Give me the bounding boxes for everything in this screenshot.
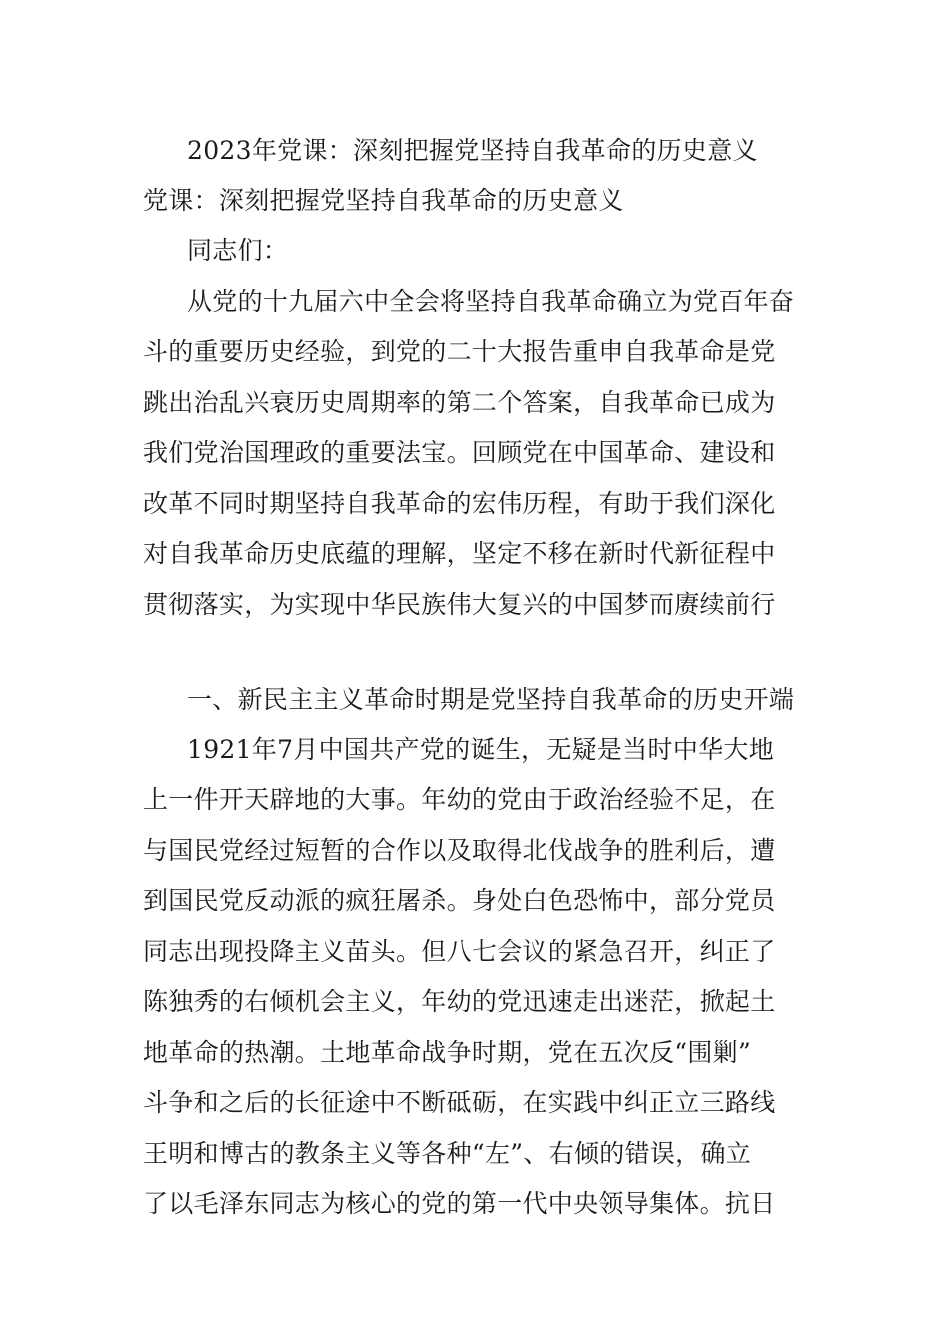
- paragraph-line: 到国民党反动派的疯狂屠杀。身处白色恐怖中，部分党员: [143, 886, 776, 915]
- section-heading: 一、新民主主义革命时期是党坚持自我革命的历史开端: [187, 685, 795, 714]
- paragraph-line: 从党的十九届六中全会将坚持自我革命确立为党百年奋: [187, 287, 795, 316]
- paragraph-line: 贯彻落实，为实现中华民族伟大复兴的中国梦而赓续前行: [143, 590, 776, 619]
- paragraph-line: 我们党治国理政的重要法宝。回顾党在中国革命、建设和: [143, 438, 776, 467]
- paragraph-line: 了以毛泽东同志为核心的党的第一代中央领导集体。抗日: [143, 1189, 776, 1218]
- paragraph-line: 陈独秀的右倾机会主义，年幼的党迅速走出迷茫，掀起土: [143, 987, 776, 1016]
- paragraph-line: 王明和博古的教条主义等各种“左”、右倾的错误，确立: [143, 1139, 752, 1168]
- paragraph-line: 跳出治乱兴衰历史周期率的第二个答案，自我革命已成为: [143, 388, 776, 417]
- document-subtitle: 党课：深刻把握党坚持自我革命的历史意义: [143, 186, 624, 215]
- paragraph-line: 同志出现投降主义苗头。但八七会议的紧急召开，纠正了: [143, 937, 776, 966]
- paragraph-line: 地革命的热潮。土地革命战争时期，党在五次反“围剿”: [143, 1038, 752, 1067]
- paragraph-line: 1921年7月中国共产党的诞生，无疑是当时中华大地: [187, 735, 775, 764]
- paragraph-line: 斗争和之后的长征途中不断砥砺，在实践中纠正立三路线: [143, 1088, 776, 1117]
- paragraph-line: 上一件开天辟地的大事。年幼的党由于政治经验不足，在: [143, 785, 776, 814]
- paragraph-line: 斗的重要历史经验，到党的二十大报告重申自我革命是党: [143, 337, 776, 366]
- paragraph-line: 与国民党经过短暂的合作以及取得北伐战争的胜利后，遭: [143, 836, 776, 865]
- document-title: 2023年党课：深刻把握党坚持自我革命的历史意义: [187, 136, 758, 165]
- paragraph-line: 改革不同时期坚持自我革命的宏伟历程，有助于我们深化: [143, 489, 776, 518]
- salutation: 同志们：: [187, 236, 289, 265]
- paragraph-line: 对自我革命历史底蕴的理解，坚定不移在新时代新征程中: [143, 539, 776, 568]
